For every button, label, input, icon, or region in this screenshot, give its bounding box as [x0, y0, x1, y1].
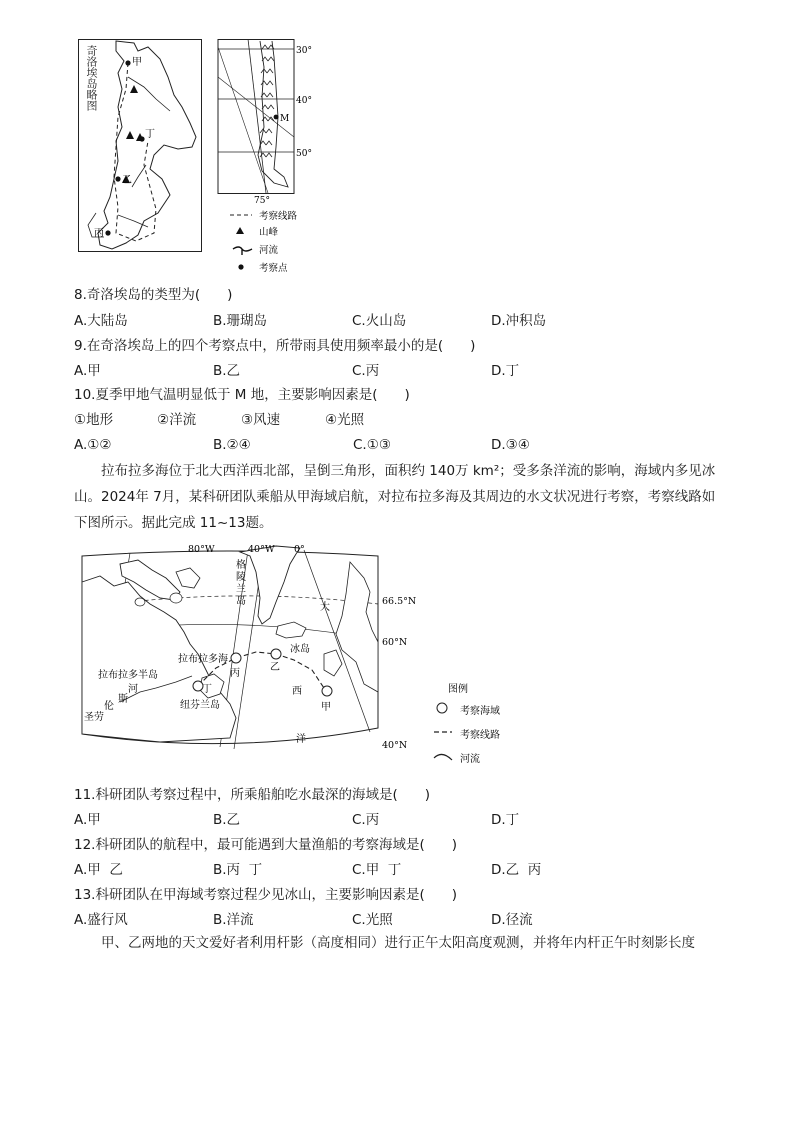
- label-jia: 甲: [132, 57, 142, 68]
- newfoundland-label: 纽芬兰岛: [180, 700, 220, 711]
- question-9-option-b[interactable]: B.乙: [213, 363, 241, 379]
- legend-survey-icon: [437, 703, 447, 713]
- legend-river-label: 河流: [460, 754, 480, 765]
- question-10-option-b[interactable]: B.②④: [213, 437, 251, 453]
- question-8-option-d[interactable]: D.冲积岛: [491, 313, 547, 329]
- site-point-bing: [105, 230, 110, 235]
- lat-label: 30°: [296, 46, 312, 56]
- question-13-option-c[interactable]: C.光照: [352, 912, 393, 928]
- label-ding: 丁: [145, 129, 155, 140]
- passage-shadow-observation: 甲、乙两地的天文爱好者利用杆影（高度相同）进行正午太阳高度观测，并将年内杆正午时刻影长度: [101, 935, 695, 951]
- lon-label: 80°W: [188, 544, 215, 555]
- survey-point-yi: [271, 649, 281, 659]
- site-point-ding: [139, 136, 144, 141]
- question-12-option-a[interactable]: A.甲 乙: [74, 862, 123, 878]
- passage-labrador-sea: 拉布拉多海位于北大西洋西北部，呈倒三角形，面积约 140万 km²；受多条洋流的影响，海域内多见冰山。2024年 7月，某科研团队乘船从甲海域启航，对拉布拉多海及其周边的水文状况进行考察，考察线路如下图所示。据此完成 11~13题。: [74, 463, 716, 531]
- question-10-factor-2: ②洋流: [157, 412, 197, 428]
- legend-river-label: 河流: [259, 245, 279, 256]
- survey-point-jia: [322, 686, 332, 696]
- legend-peak-icon: [236, 227, 244, 234]
- label-yi: 乙: [270, 662, 280, 673]
- site-point-yi: [115, 176, 120, 181]
- question-9-option-c[interactable]: C.丙: [352, 363, 380, 379]
- question-12-stem: 12.科研团队的航程中，最可能遇到大量渔船的考察海域是( ): [74, 837, 458, 853]
- question-13-option-a[interactable]: A.盛行风: [74, 912, 128, 928]
- question-11-option-c[interactable]: C.丙: [352, 812, 380, 828]
- legend-site-label: 考察点: [259, 263, 288, 274]
- question-11-option-a[interactable]: A.甲: [74, 812, 101, 828]
- greenland-label: 岛: [236, 596, 246, 607]
- chiloe-map-svg: [78, 37, 312, 282]
- labrador-sea-label: 拉布拉多海: [178, 654, 228, 665]
- legend-peak-label: 山峰: [259, 227, 279, 238]
- question-11-stem: 11.科研团队考察过程中，所乘船舶吃水最深的海域是( ): [74, 787, 431, 803]
- question-13-stem: 13.科研团队在甲海域考察过程少见冰山，主要影响因素是( ): [74, 887, 458, 903]
- lat-label: 50°: [296, 149, 312, 159]
- question-9-stem: 9.在奇洛埃岛上的四个考察点中，所带雨具使用频率最小的是( ): [74, 338, 476, 354]
- question-12-option-b[interactable]: B.丙 丁: [213, 862, 263, 878]
- site-point-m: [274, 115, 279, 120]
- label-jia: 甲: [321, 702, 331, 713]
- survey-point-bing: [231, 653, 241, 663]
- st-lawrence-label: 伦: [104, 701, 114, 712]
- label-m: M: [280, 114, 290, 124]
- labrador-peninsula-label: 拉布拉多半岛: [98, 670, 158, 681]
- question-12-option-c[interactable]: C.甲 丁: [352, 862, 402, 878]
- question-10-factor-4: ④光照: [325, 412, 365, 428]
- question-12-option-d[interactable]: D.乙 丙: [491, 862, 542, 878]
- question-8-option-c[interactable]: C.火山岛: [352, 313, 407, 329]
- label-yi: 乙: [122, 175, 132, 186]
- lat-label: 60°N: [382, 637, 408, 648]
- question-13-option-b[interactable]: B.洋流: [213, 912, 254, 928]
- lat-label: 40°: [296, 96, 312, 106]
- lon-label: 75°: [254, 196, 270, 206]
- question-10-option-d[interactable]: D.③④: [491, 437, 530, 453]
- legend-route-label: 考察线路: [259, 211, 298, 222]
- ocean-label-xi: 西: [292, 686, 302, 697]
- chiloe-map-figure: [78, 37, 312, 282]
- label-bing: 丙: [94, 228, 104, 239]
- question-9-option-d[interactable]: D.丁: [491, 363, 520, 379]
- legend-survey-label: 考察海域: [460, 706, 500, 717]
- question-10-factor-3: ③风速: [241, 412, 281, 428]
- question-13-option-d[interactable]: D.径流: [491, 912, 533, 928]
- labrador-map-figure: [80, 542, 520, 772]
- lat-label: 40°N: [382, 740, 408, 751]
- ocean-label-da: 大: [320, 602, 330, 613]
- iceland-label: 冰岛: [290, 644, 310, 655]
- greenland-label: 陵: [236, 572, 246, 583]
- legend-river-icon: [233, 247, 252, 255]
- lon-label: 0°: [294, 544, 305, 555]
- greenland-label: 兰: [236, 584, 246, 595]
- question-8-option-b[interactable]: B.珊瑚岛: [213, 313, 268, 329]
- legend-route-label: 考察线路: [460, 730, 500, 741]
- chiloe-map-title: 奇洛埃岛略图: [85, 45, 98, 111]
- question-10-option-c[interactable]: C.①③: [353, 437, 391, 453]
- label-ding: 丁: [202, 684, 212, 695]
- question-8-stem: 8.奇洛埃岛的类型为( ): [74, 287, 233, 303]
- lon-label: 40°W: [248, 544, 275, 555]
- labrador-map-svg: [80, 542, 520, 772]
- site-point-jia: [125, 60, 130, 65]
- question-11-option-b[interactable]: B.乙: [213, 812, 241, 828]
- lat-label: 66.5°N: [382, 596, 417, 607]
- question-8-option-a[interactable]: A.大陆岛: [74, 313, 128, 329]
- question-11-option-d[interactable]: D.丁: [491, 812, 520, 828]
- question-10-stem: 10.夏季甲地气温明显低于 M 地，主要影响因素是( ): [74, 387, 410, 403]
- question-10-option-a[interactable]: A.①②: [74, 437, 112, 453]
- legend-title: 图例: [448, 684, 468, 695]
- ocean-label-yang: 洋: [296, 734, 306, 745]
- question-10-factor-1: ①地形: [74, 412, 114, 428]
- greenland-label: 格: [236, 560, 246, 571]
- st-lawrence-label: 劳: [94, 712, 104, 723]
- legend-site-icon: [238, 264, 243, 269]
- st-lawrence-label: 河: [128, 684, 138, 695]
- st-lawrence-label: 斯: [118, 694, 128, 705]
- label-bing: 丙: [230, 668, 240, 679]
- legend-river-icon: [434, 754, 452, 760]
- question-9-option-a[interactable]: A.甲: [74, 363, 101, 379]
- st-lawrence-label: 圣: [84, 712, 94, 723]
